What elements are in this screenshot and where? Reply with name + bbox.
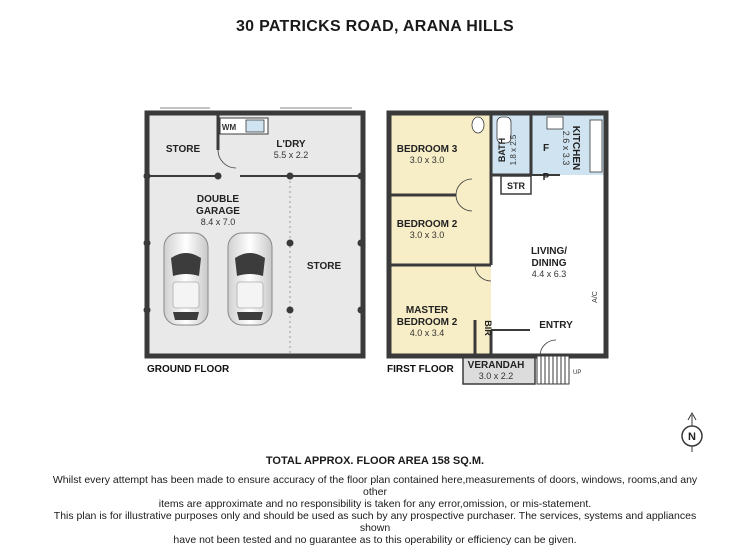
disclaimer-line: Whilst every attempt has been made to ensure accuracy of the floor plan contained here,measurements of doors, windows, rooms,and any other <box>52 474 698 498</box>
first-floor-label: FIRST FLOOR <box>387 364 454 375</box>
plan-title: 30 PATRICKS ROAD, ARANA HILLS <box>235 18 515 35</box>
post <box>287 240 294 247</box>
stairs <box>537 356 569 384</box>
living-dims: 4.4 x 6.3 <box>531 269 567 279</box>
bir-label: BIR <box>483 320 493 336</box>
car-right <box>228 233 272 325</box>
verandah-label: VERANDAH <box>467 360 525 371</box>
kitchen-bench <box>590 120 602 172</box>
compass-label: N <box>688 431 696 443</box>
garage-dims: 8.4 x 7.0 <box>200 217 236 227</box>
living-label-line2: DINING <box>531 258 567 269</box>
disclaimer-line: items are approximate and no responsibility is taken for any error,omission, or mis-statement. <box>158 498 592 510</box>
garage-label-line2: GARAGE <box>196 206 240 217</box>
entry-label: ENTRY <box>539 320 573 331</box>
post <box>358 173 365 180</box>
bedroom2-dims: 3.0 x 3.0 <box>409 230 445 240</box>
laundry-dims: 5.5 x 2.2 <box>273 150 309 160</box>
post <box>215 173 222 180</box>
ac-label: A/C <box>592 291 599 303</box>
store1-label: STORE <box>165 144 201 155</box>
post <box>287 307 294 314</box>
bedroom3-dims: 3.0 x 3.0 <box>409 155 445 165</box>
kitchen-label: KITCHEN <box>570 125 581 171</box>
laundry-label: L'DRY <box>276 139 306 150</box>
disclaimer <box>40 474 710 546</box>
kitchen-sink <box>547 117 563 129</box>
post <box>287 173 294 180</box>
living-label-line1: LIVING/ <box>530 246 568 257</box>
str-label: STR <box>507 181 525 191</box>
bath-dims: 1.8 x 2.5 <box>509 134 518 166</box>
ground-floor-plan <box>144 108 365 375</box>
post <box>358 240 365 247</box>
laundry-tub <box>246 120 264 132</box>
verandah-dims: 3.0 x 2.2 <box>478 371 514 381</box>
fridge-label: F <box>542 143 550 154</box>
bedroom2-label: BEDROOM 2 <box>396 219 458 230</box>
car-left <box>164 233 208 325</box>
post <box>144 307 151 314</box>
master-dims: 4.0 x 3.4 <box>409 328 445 338</box>
post <box>358 307 365 314</box>
kitchen-dims: 2.6 x 3.3 <box>561 130 571 166</box>
toilet <box>472 117 484 133</box>
wm-label: WM <box>221 123 237 132</box>
garage-label-line1: DOUBLE <box>196 194 240 205</box>
master-label-line2: BEDROOM 2 <box>396 317 458 328</box>
total-floor-area: TOTAL APPROX. FLOOR AREA 158 SQ.M. <box>265 455 485 467</box>
disclaimer-line: This plan is for illustrative purposes only and should be used as such by any prospective purchaser. The services, systems and appliances shown <box>53 510 697 534</box>
bedroom3-label: BEDROOM 3 <box>396 144 458 155</box>
up-label: UP <box>573 370 582 376</box>
first-floor-plan <box>387 113 606 384</box>
store2-label: STORE <box>306 261 342 272</box>
post <box>144 240 151 247</box>
master-label-line1: MASTER <box>405 305 449 316</box>
pantry-label: P <box>542 172 550 183</box>
ground-floor-label: GROUND FLOOR <box>147 364 230 375</box>
bath-label: BATH <box>497 137 507 163</box>
disclaimer-line: have not been tested and no guarantee as to this operability or efficiency can be given. <box>173 534 577 546</box>
post <box>144 173 151 180</box>
compass-north-icon <box>682 413 702 452</box>
